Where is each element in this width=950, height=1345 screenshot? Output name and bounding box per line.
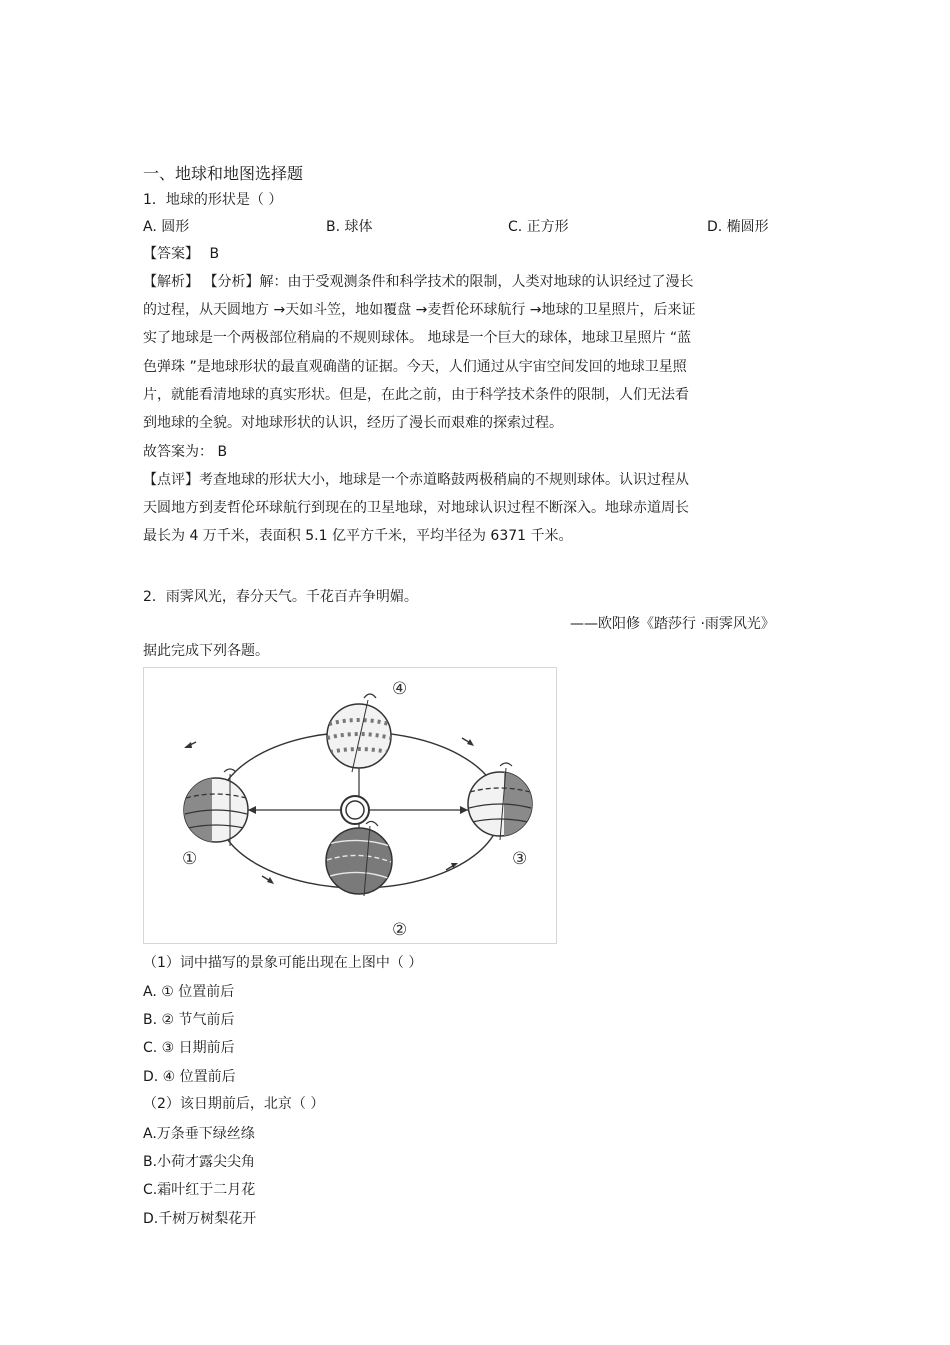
figure-label-1: ① (182, 849, 198, 869)
q1-stem: 1．地球的形状是（ ） (143, 192, 283, 208)
comment-line: 【点评】考查地球的形状大小，地球是一个赤道略鼓两极稍扁的不规则球体。认识过程从 (143, 472, 689, 488)
earth-globe-4 (327, 694, 391, 772)
sub2-stem: （2）该日期前后，北京（ ） (143, 1096, 325, 1112)
sub1-option-a: A. ① 位置前后 (143, 984, 235, 1000)
figure-label-2: ② (392, 920, 408, 940)
answer-label: 【答案】 (143, 246, 199, 262)
q2-attribution: ——欧阳修《踏莎行 ·雨霁风光》 (570, 616, 775, 632)
sub2-option-a: A.万条垂下绿丝绦 (143, 1126, 255, 1142)
earth-orbit-figure (143, 667, 557, 944)
earth-globe-2 (326, 821, 392, 896)
orbit-diagram (144, 668, 556, 943)
sub1-option-b: B. ② 节气前后 (143, 1012, 235, 1028)
analysis-line: 的过程，从天圆地方 →天如斗笠，地如覆盘 →麦哲伦环球航行 →地球的卫星照片，后来证 (143, 302, 696, 318)
comment-line: 天圆地方到麦哲伦环球航行到现在的卫星地球，对地球认识过程不断深入。地球赤道周长 (143, 500, 689, 516)
sub1-option-c: C. ③ 日期前后 (143, 1040, 235, 1056)
sub2-option-b: B.小荷才露尖尖角 (143, 1154, 256, 1170)
analysis-line: 色弹珠 ”是地球形状的最直观确凿的证据。今天，人们通过从宇宙空间发回的地球卫星照 (143, 359, 687, 375)
analysis-line: 到地球的全貌。对地球形状的认识，经历了漫长而艰难的探索过程。 (143, 415, 563, 431)
q1-option-b: B. 球体 (326, 219, 373, 235)
q1-option-c: C. 正方形 (508, 219, 569, 235)
earth-globe-3 (468, 763, 534, 840)
q2-instruction: 据此完成下列各题。 (143, 643, 269, 659)
section-title: 一、地球和地图选择题 (143, 164, 304, 183)
axis-arrowhead (248, 806, 256, 814)
figure-label-3: ③ (512, 849, 528, 869)
earth-globe-1 (184, 769, 248, 846)
analysis-line: 实了地球是一个两极部位稍扁的不规则球体。 地球是一个巨大的球体，地球卫星照片 “蓝 (143, 330, 692, 346)
analysis-line: 片，就能看清地球的真实形状。但是，在此之前，由于科学技术条件的限制，人们无法看 (143, 387, 689, 403)
figure-label-4: ④ (392, 679, 408, 699)
sub2-option-d: D.千树万树梨花开 (143, 1211, 257, 1227)
comment-line: 最长为 4 万千米，表面积 5.1 亿平方千米，平均半径为 6371 千米。 (143, 528, 573, 544)
q1-option-a: A. 圆形 (143, 219, 190, 235)
sub1-option-d: D. ④ 位置前后 (143, 1069, 236, 1085)
q1-option-d: D. 椭圆形 (707, 219, 769, 235)
axis-arrowhead (460, 806, 468, 814)
sun-icon (341, 796, 369, 824)
answer-value: B (209, 246, 220, 262)
q2-stem: 2．雨霁风光，春分天气。千花百卉争明媚。 (143, 589, 418, 605)
final-answer: 故答案为： B (143, 444, 228, 460)
sub1-stem: （1）词中描写的景象可能出现在上图中（ ） (143, 955, 423, 971)
analysis-line: 【解析】 【分析】解：由于受观测条件和科学技术的限制，人类对地球的认识经过了漫长 (143, 274, 694, 290)
sub2-option-c: C.霜叶红于二月花 (143, 1182, 256, 1198)
q1-answer (143, 245, 219, 263)
